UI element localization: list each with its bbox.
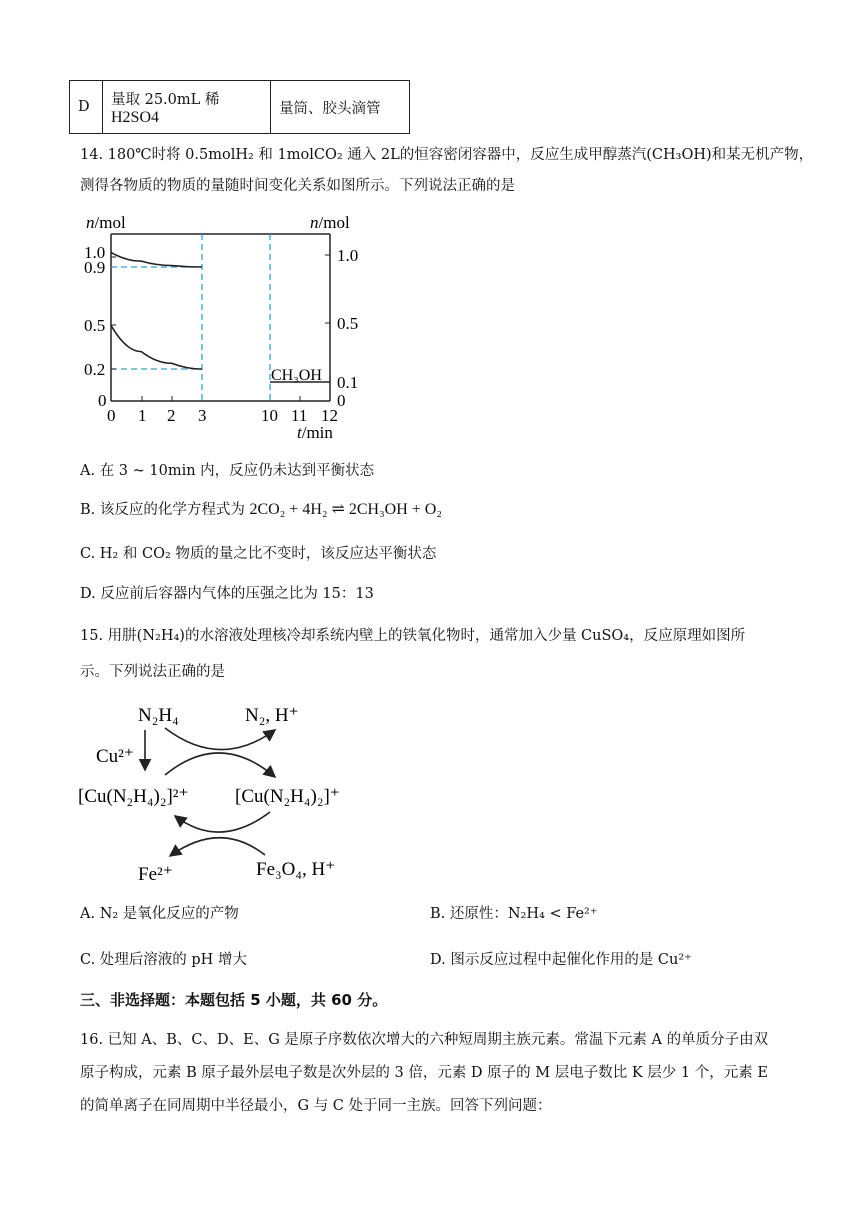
q14-stem-line2: 测得各物质的物质的量随时间变化关系如图所示。下列说法正确的是 (80, 178, 515, 194)
q15-option-d: D. 图示反应过程中起催化作用的是 Cu²⁺ (430, 952, 692, 968)
chart-frame (84, 213, 358, 442)
label-n2h4: N₂H₄ (138, 705, 179, 726)
table-cell-operation (103, 81, 271, 134)
arrow-right-to-left-complex (175, 812, 270, 832)
left-tick-label: 0.9 (84, 258, 106, 277)
table-cell-letter: D (70, 81, 103, 134)
q14-option-b-text: B. 该反应的化学方程式为 (80, 502, 245, 518)
label-complex-left: [Cu(N₂H₄)₂]²⁺ (78, 786, 189, 807)
arrow-left-to-right-complex (165, 753, 275, 777)
left-tick-label: 0 (98, 391, 107, 410)
left-tick-label: 0.5 (84, 316, 106, 335)
x-tick-label: 2 (167, 406, 176, 425)
left-tick-label: 1.0 (84, 243, 106, 262)
q16-line3: 的简单离子在同周期中半径最小，G 与 C 处于同一主族。回答下列问题： (80, 1098, 552, 1114)
series-line-0 (111, 252, 202, 267)
label-n2-h: N₂, H⁺ (245, 705, 299, 726)
q14-chart (78, 206, 378, 446)
right-tick-label: 0.1 (337, 373, 359, 392)
arrow-n2h4-to-n2 (165, 728, 275, 750)
x-tick-label: 11 (291, 406, 308, 425)
right-axis-label: n/mol (310, 213, 350, 232)
left-axis-label: n/mol (86, 213, 126, 232)
q16-line1: 16. 已知 A、B、C、D、E、G 是原子序数依次增大的六种短周期主族元素。常温下元素 A 的单质分子由双 (80, 1032, 769, 1048)
q15-option-c: C. 处理后溶液的 pH 增大 (80, 952, 247, 968)
options-table (69, 80, 410, 134)
series-line-1 (111, 325, 202, 369)
q15-stem-line2: 示。下列说法正确的是 (80, 664, 225, 680)
chart-series-group (111, 252, 330, 382)
q14-option-c-text: H₂ 和 CO₂ 物质的量之比不变时，该反应达平衡状态 (99, 546, 437, 562)
label-cu2: Cu²⁺ (96, 746, 134, 767)
q15-option-b: B. 还原性：N₂H₄ < Fe²⁺ (430, 906, 598, 922)
x-axis-label: t/min (297, 423, 333, 442)
q15-option-a: A. N₂ 是氧化反应的产物 (80, 906, 239, 922)
x-tick-label: 0 (107, 406, 116, 425)
label-fe2: Fe²⁺ (138, 864, 173, 885)
left-tick-label: 0.2 (84, 360, 106, 379)
section-heading: 三、非选择题：本题包括 5 小题，共 60 分。 (80, 991, 388, 1009)
q14-stem-line1: 14. 180℃时将 0.5molH₂ 和 1molCO₂ 通入 2L的恒容密闭容器中，反应生成甲醇蒸汽(CH₃OH)和某无机产物， (80, 147, 814, 163)
reagent-formula: H2SO4 (111, 108, 160, 126)
x-tick-label: 1 (138, 406, 147, 425)
table-cell-instruments: 量筒、胶头滴管 (271, 81, 410, 134)
right-tick-label: 1.0 (337, 246, 359, 265)
series-label-ch3oh: CH₃OH (271, 367, 322, 384)
q14-option-b-equation: 2CO₂ + 4H₂ ⇌ 2CH₃OH + O₂ (249, 501, 442, 518)
label-complex-right: [Cu(N₂H₄)₂]⁺ (235, 786, 340, 807)
arrow-fe3o4-to-fe2 (170, 838, 265, 856)
operation-text: 量取 25.0mL 稀 (111, 91, 220, 108)
q14-option-a: A. 在 3 ~ 10min 内，反应仍未达到平衡状态 (80, 463, 375, 479)
x-tick-label: 10 (261, 406, 278, 425)
q14-option-c-letter: C. (80, 546, 96, 562)
q14-option-c (80, 544, 436, 564)
x-tick-label: 3 (198, 406, 207, 425)
q16-line2: 原子构成，元素 B 原子最外层电子数是次外层的 3 倍，元素 D 原子的 M 层电子数比 K 层少 1 个，元素 E (80, 1065, 768, 1081)
x-tick-label: 12 (321, 406, 338, 425)
q15-stem-line1: 15. 用肼(N₂H₄)的水溶液处理核冷却系统内壁上的铁氧化物时，通常加入少量 CuSO₄，反应原理如图所 (80, 628, 746, 644)
label-fe3o4: Fe₃O₄, H⁺ (256, 859, 336, 880)
right-tick-label: 0.5 (337, 314, 359, 333)
q15-reaction-diagram (70, 690, 390, 895)
q14-option-b (80, 500, 442, 520)
right-tick-label: 0 (337, 391, 346, 410)
q14-option-d: D. 反应前后容器内气体的压强之比为 15：13 (80, 586, 374, 602)
table-row (70, 81, 410, 134)
